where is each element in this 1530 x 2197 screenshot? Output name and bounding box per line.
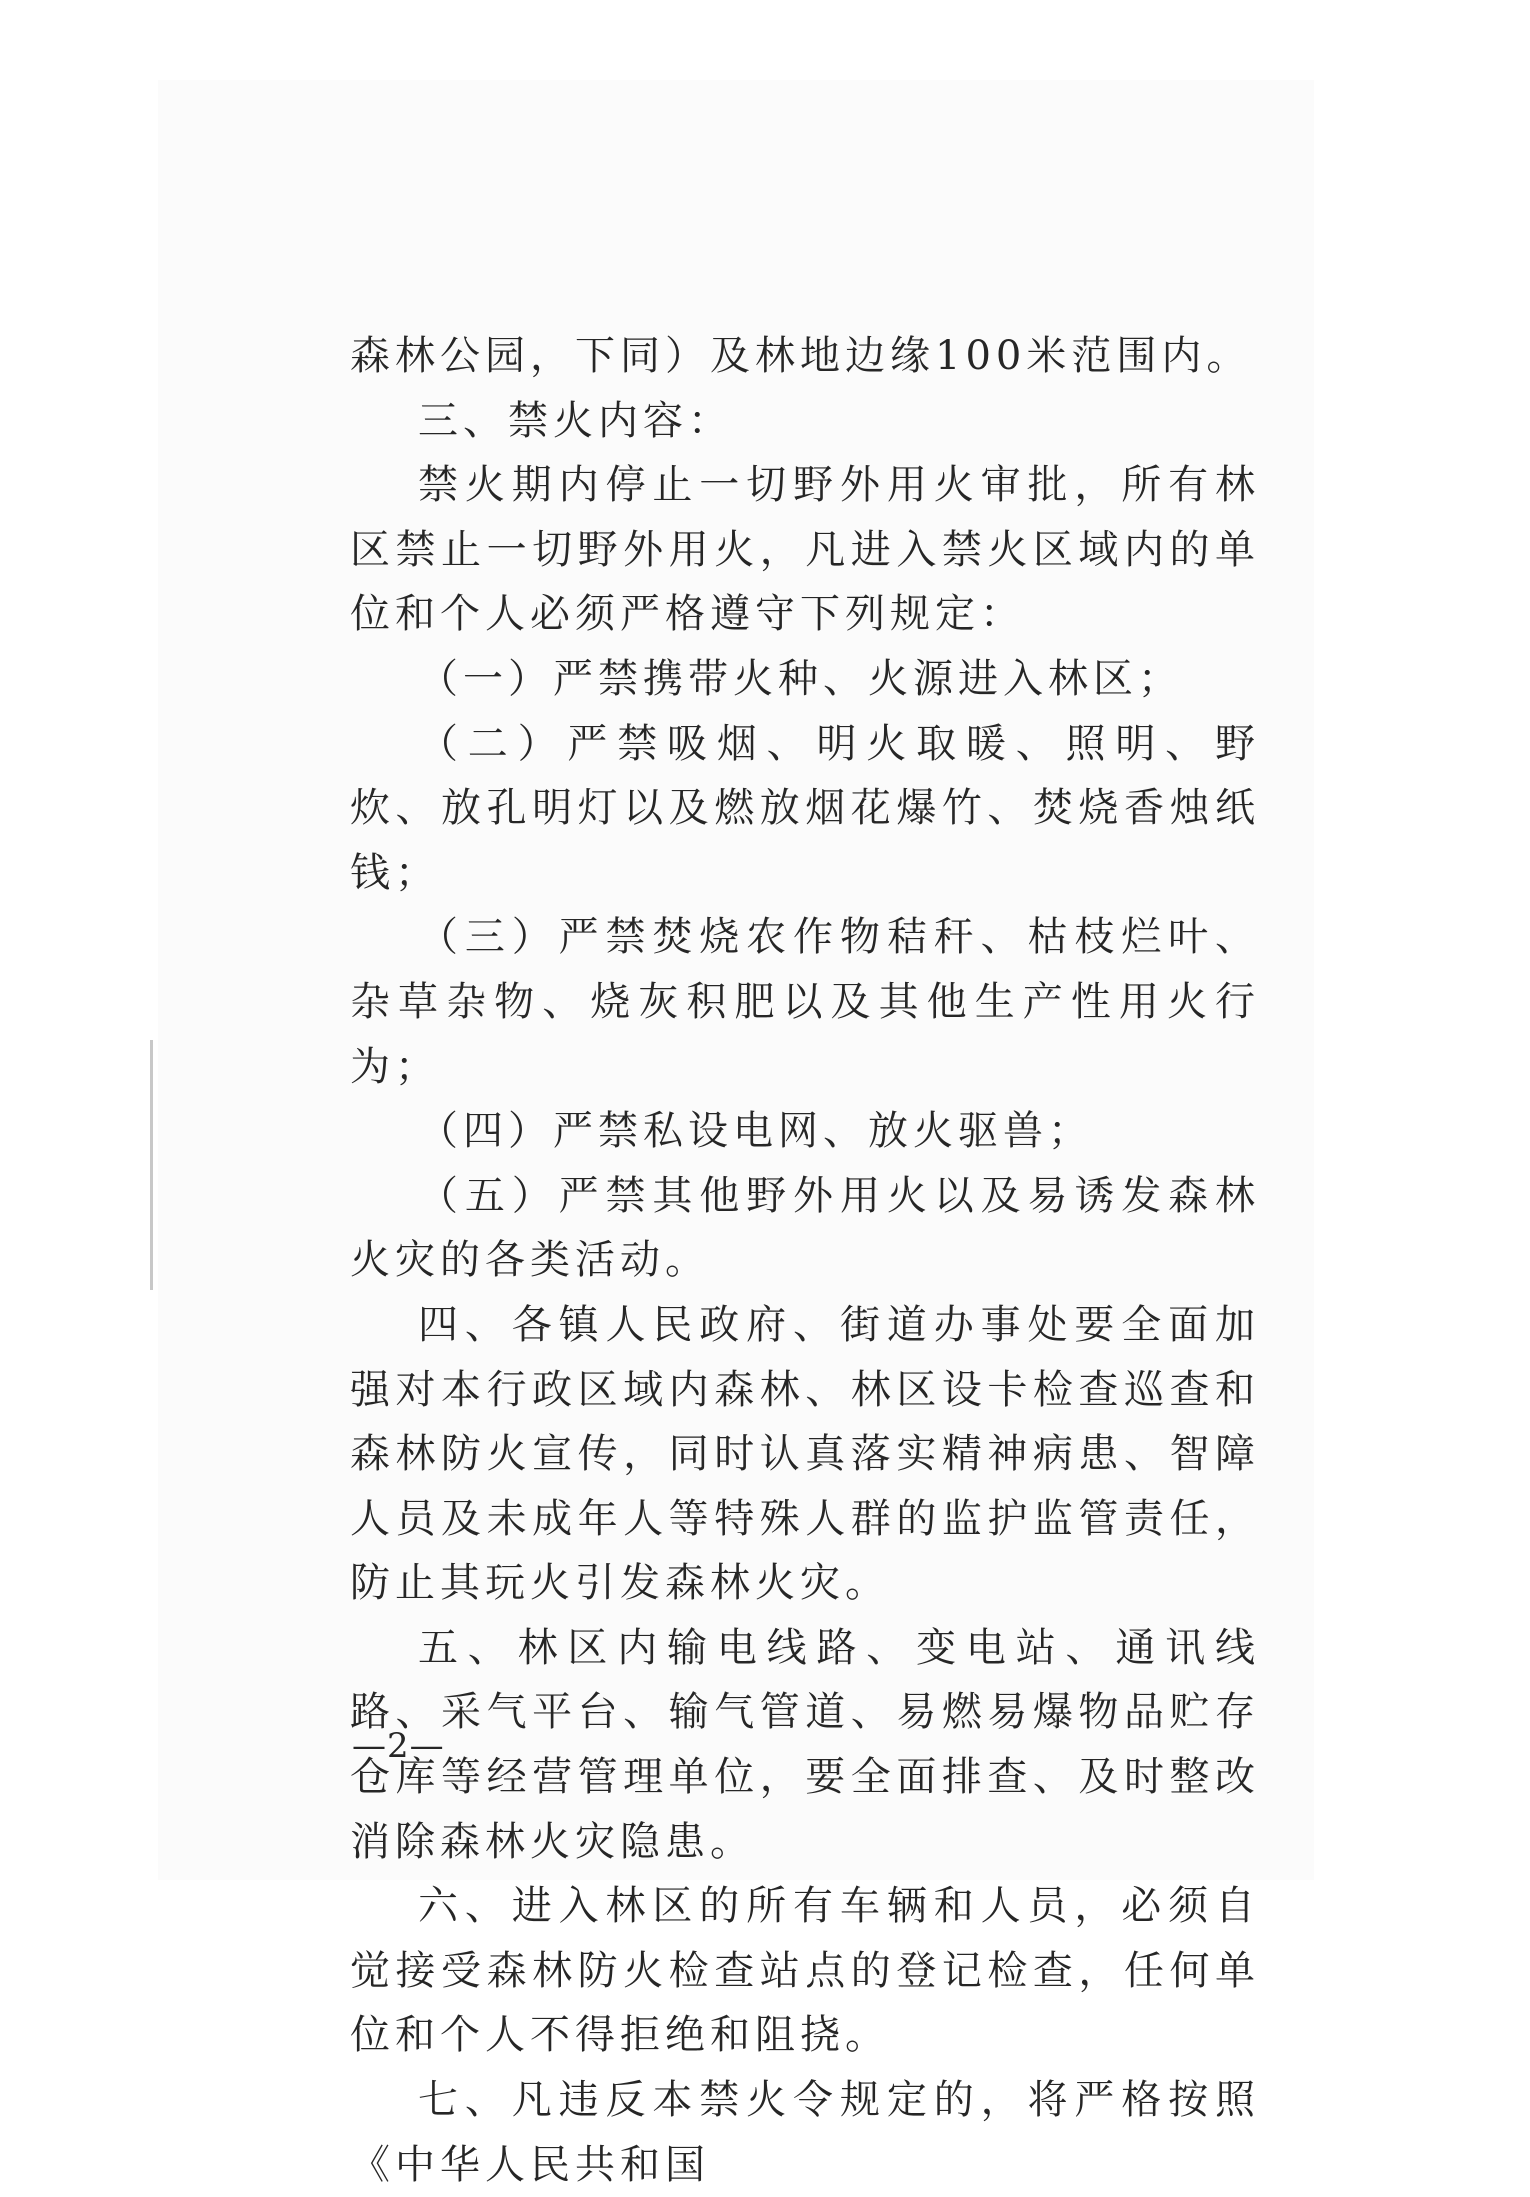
section-heading-3: 三、禁火内容： bbox=[418, 397, 733, 444]
scan-edge-line bbox=[150, 1040, 153, 1290]
paragraph-continuation: 森林公园，下同）及林地边缘100米范围内。 bbox=[350, 333, 1252, 379]
page-number: —2— bbox=[352, 1726, 445, 1766]
section-5: 五、林区内输电线路、变电站、通讯线路、采气平台、输气管道、易燃易爆物品贮存仓库等经营管理单位，要全面排查、及时整改消除森林火灾隐患。 bbox=[350, 1624, 1260, 1865]
section-6: 六、进入林区的所有车辆和人员，必须自觉接受森林防火检查站点的登记检查，任何单位和个人不得拒绝和阻挠。 bbox=[350, 1883, 1260, 2059]
section-7: 七、凡违反本禁火令规定的，将严格按照《中华人民共和国 bbox=[350, 2077, 1260, 2188]
list-item-5: （五）严禁其他野外用火以及易诱发森林火灾的各类活动。 bbox=[350, 1172, 1260, 1284]
document-body bbox=[350, 324, 1260, 2197]
list-item-3: （三）严禁焚烧农作物秸秆、枯枝烂叶、杂草杂物、烧灰积肥以及其他生产性用火行为； bbox=[350, 914, 1260, 1090]
section-4: 四、各镇人民政府、街道办事处要全面加强对本行政区域内森林、林区设卡检查巡查和森林防火宣传，同时认真落实精神病患、智障人员及未成年人等特殊人群的监护监管责任，防止其玩火引发森林火灾。 bbox=[350, 1301, 1260, 1607]
paragraph: 禁火期内停止一切野外用火审批，所有林区禁止一切野外用火，凡进入禁火区域内的单位和个人必须严格遵守下列规定： bbox=[350, 462, 1260, 638]
list-item-2: （二）严禁吸烟、明火取暖、照明、野炊、放孔明灯以及燃放烟花爆竹、焚烧香烛纸钱； bbox=[350, 720, 1260, 896]
list-item-4: （四）严禁私设电网、放火驱兽； bbox=[418, 1108, 1093, 1155]
list-item-1: （一）严禁携带火种、火源进入林区； bbox=[418, 655, 1183, 702]
